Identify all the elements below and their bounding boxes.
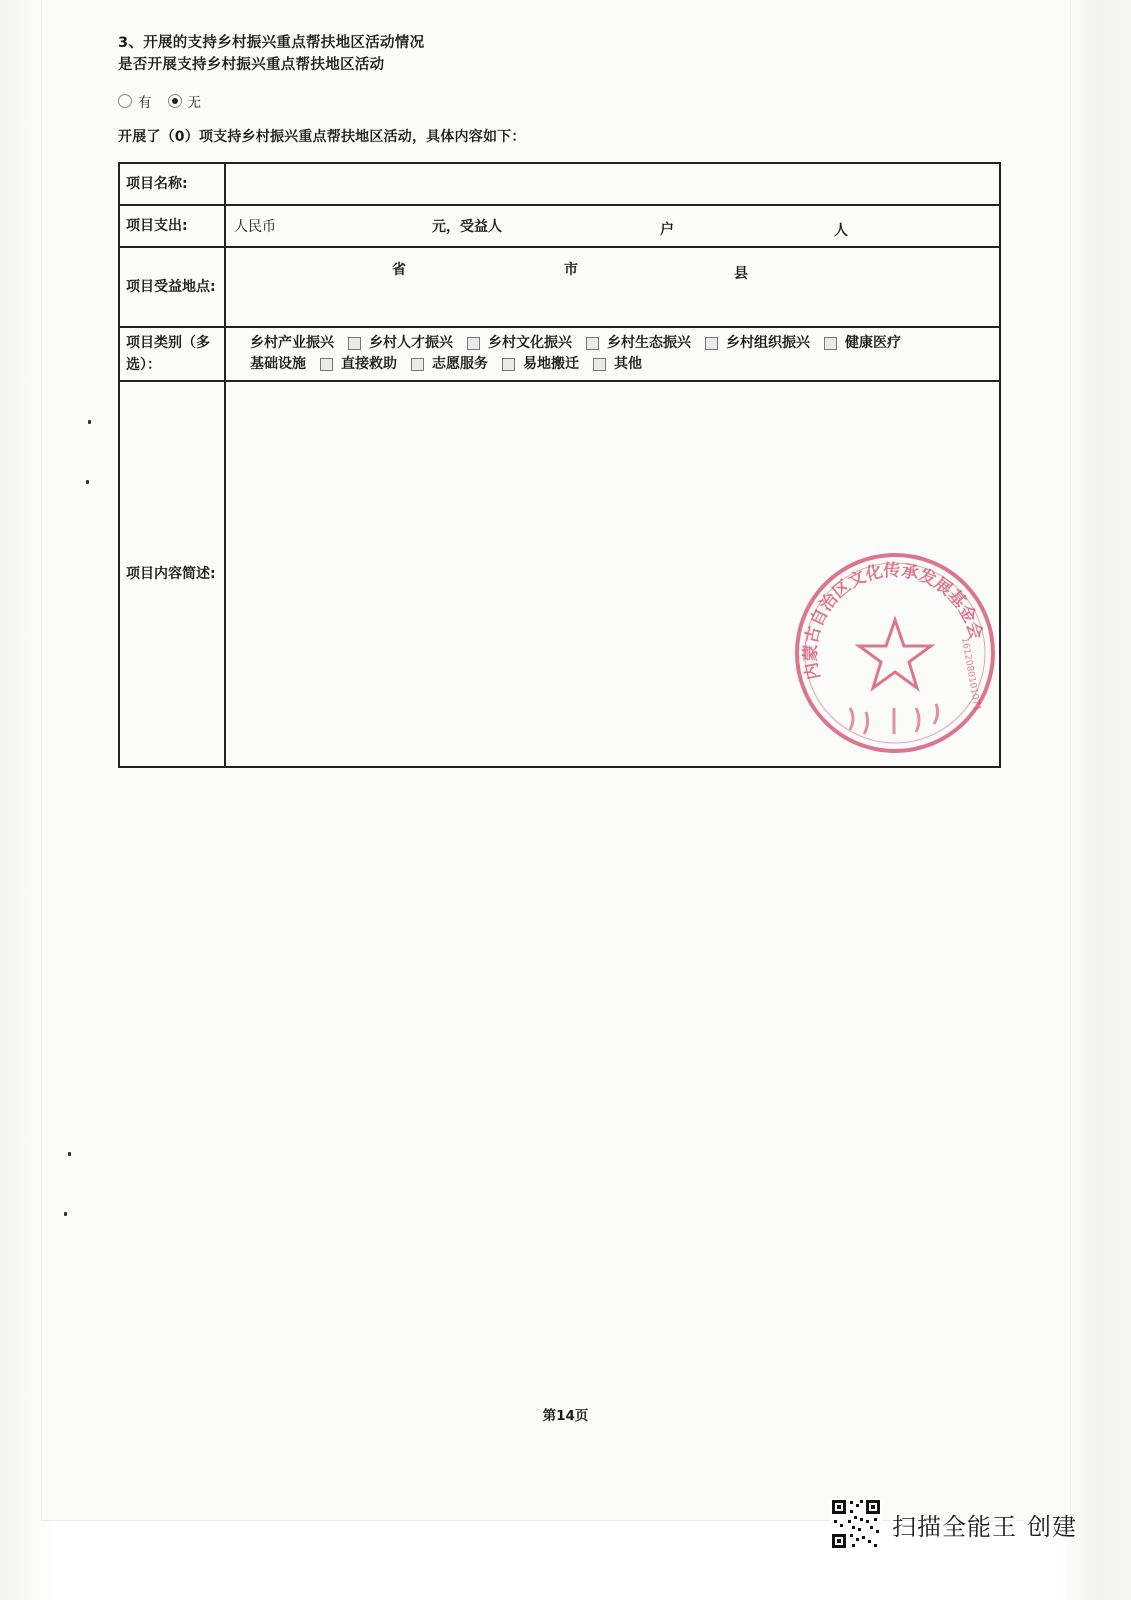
category-direct-aid[interactable]: 直接救助: [320, 354, 397, 375]
page-number: 第14页: [542, 1408, 589, 1424]
category-relocation[interactable]: 易地搬迁: [502, 354, 579, 375]
scanner-watermark: [830, 1498, 1077, 1550]
section-question: 是否开展支持乡村振兴重点帮扶地区活动: [118, 57, 385, 73]
checkbox-icon: [586, 337, 599, 350]
county-label: 县: [734, 266, 748, 282]
radio-yes[interactable]: [118, 94, 132, 108]
province-label: 省: [392, 262, 406, 278]
checkbox-icon: [320, 358, 333, 371]
checkbox-icon: [348, 337, 361, 350]
category-line-1: [230, 333, 995, 354]
project-expense-field[interactable]: [225, 205, 1000, 247]
scanner-app-name: 扫描全能王: [892, 1512, 1017, 1541]
household-label: 户: [660, 222, 674, 238]
activity-radio-group: [118, 91, 217, 111]
project-location-label: 项目受益地点:: [119, 247, 225, 327]
scanner-action: 创建: [1027, 1512, 1077, 1541]
category-organization[interactable]: 乡村组织振兴: [705, 333, 810, 354]
official-seal-icon: [790, 548, 1000, 758]
project-category-label: 项目类别（多选）：: [119, 327, 225, 381]
radio-no[interactable]: [168, 94, 182, 108]
project-location-field[interactable]: [225, 247, 1000, 327]
checkbox-icon: [467, 337, 480, 350]
row-project-name: [119, 163, 1000, 205]
checkbox-icon: [593, 358, 606, 371]
radio-yes-label: 有: [138, 95, 152, 111]
category-health[interactable]: 健康医疗: [824, 333, 901, 354]
category-line-2: [230, 354, 995, 375]
yuan-beneficiary-label: 元，受益人: [432, 219, 502, 235]
seal-text: 内蒙古自治区文化传承发展基金会: [801, 560, 986, 682]
currency-label: 人民币: [234, 219, 276, 235]
project-expense-label: 项目支出:: [119, 205, 225, 247]
row-project-category: [119, 327, 1000, 381]
project-description-label: 项目内容简述:: [119, 381, 225, 767]
category-volunteer[interactable]: 志愿服务: [411, 354, 488, 375]
category-industry[interactable]: 乡村产业振兴: [250, 335, 334, 351]
seal-number: 1612080101071: [959, 636, 982, 712]
category-other[interactable]: 其他: [593, 354, 642, 375]
category-infrastructure[interactable]: 基础设施: [250, 356, 306, 372]
project-category-field: [225, 327, 1000, 381]
project-name-field[interactable]: [225, 163, 1000, 205]
city-label: 市: [564, 262, 578, 278]
category-talent[interactable]: 乡村人才振兴: [348, 333, 453, 354]
row-project-location: [119, 247, 1000, 327]
checkbox-icon: [502, 358, 515, 371]
person-label: 人: [834, 223, 848, 239]
category-ecology[interactable]: 乡村生态振兴: [586, 333, 691, 354]
checkbox-icon: [411, 358, 424, 371]
section-title: 3、开展的支持乡村振兴重点帮扶地区活动情况: [118, 35, 425, 51]
project-name-label: 项目名称:: [119, 163, 225, 205]
checkbox-icon: [705, 337, 718, 350]
row-project-expense: [119, 205, 1000, 247]
seal-script-marks: [850, 704, 938, 734]
checkbox-icon: [824, 337, 837, 350]
radio-no-label: 无: [187, 95, 201, 111]
section-header: [118, 32, 424, 76]
activity-intro: 开展了（0）项支持乡村振兴重点帮扶地区活动，具体内容如下：: [118, 129, 526, 145]
qr-code-icon: [830, 1498, 882, 1550]
watermark-text: [892, 1507, 1077, 1542]
category-culture[interactable]: 乡村文化振兴: [467, 333, 572, 354]
